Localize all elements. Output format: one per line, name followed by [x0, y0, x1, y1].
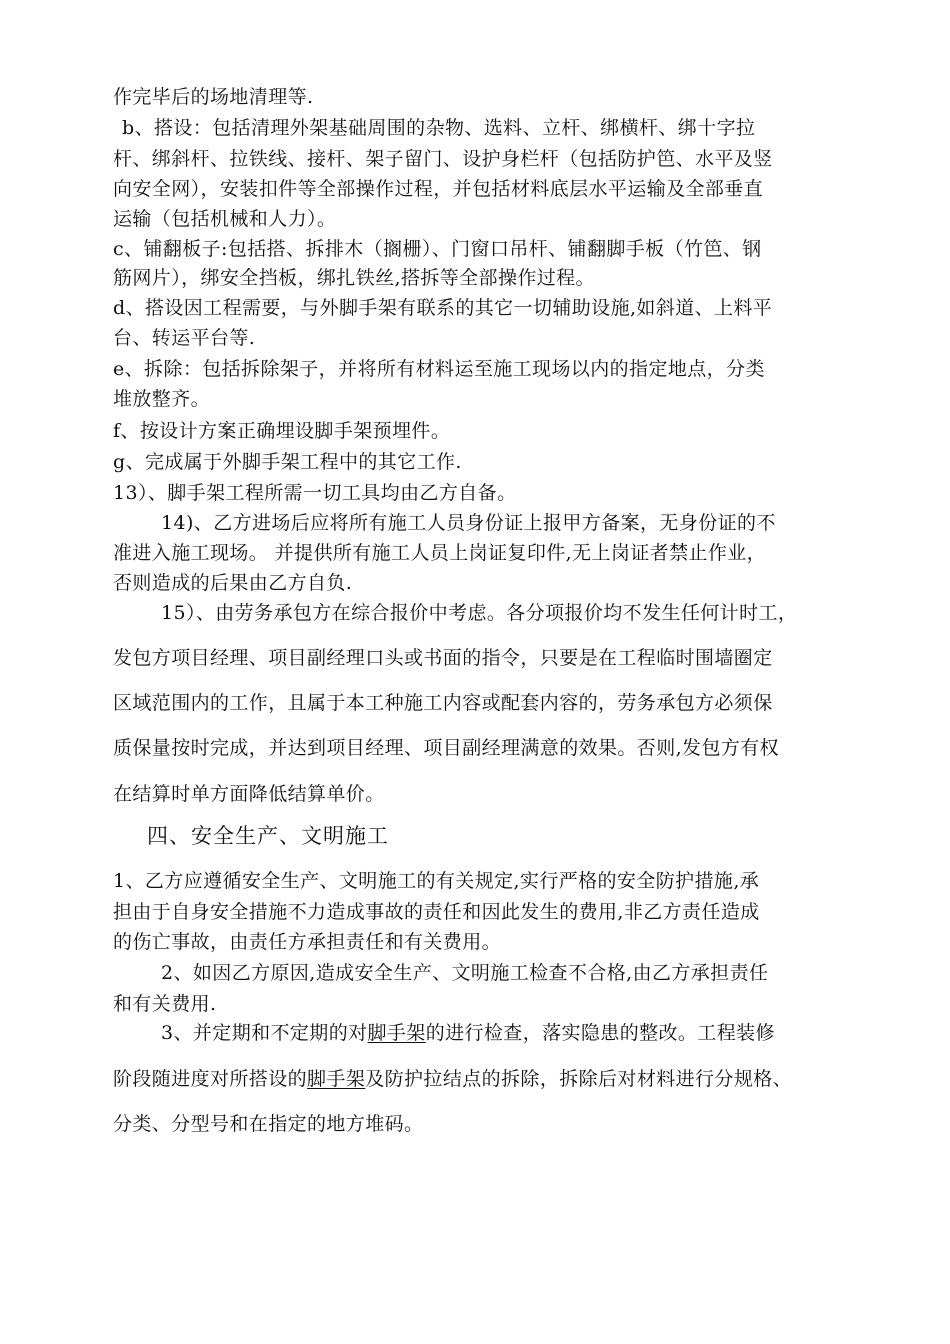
text-line: b、搭设：包括清理外架基础周围的杂物、选料、立杆、绑横杆、绑十字拉 — [122, 117, 756, 139]
text-line: e、拆除：包括拆除架子，并将所有材料运至施工现场以内的指定地点，分类 — [113, 358, 765, 380]
text-line: 筋网片），绑安全挡板，绑扎铁丝,搭拆等全部操作过程。 — [113, 267, 595, 289]
text-line: 和有关费用. — [113, 993, 217, 1015]
text-line: 区域范围内的工作，且属于本工种施工内容或配套内容的，劳务承包方必须保 — [113, 692, 773, 714]
text-line: 分类、分型号和在指定的地方堆码。 — [113, 1113, 424, 1135]
text-run: 阶段随进度对所搭设的 — [113, 1068, 308, 1090]
text-line: 质保量按时完成，并达到项目经理、项目副经理满意的效果。否则,发包方有权 — [113, 737, 780, 759]
text-line: 作完毕后的场地清理等. — [113, 86, 314, 108]
text-line: 的伤亡事故，由责任方承担责任和有关费用。 — [113, 931, 502, 953]
section-heading: 四、安全生产、文明施工 — [147, 824, 389, 848]
text-line: 13）、脚手架工程所需一切工具均由乙方自备。 — [113, 482, 517, 504]
text-line: d、搭设因工程需要，与外脚手架有联系的其它一切辅助设施,如斜道、上料平 — [113, 297, 773, 319]
text-line: f、按设计方案正确埋设脚手架预埋件。 — [113, 420, 451, 442]
text-line: 杆、绑斜杆、拉铁线、接杆、架子留门、设护身栏杆（包括防护笆、水平及竖 — [113, 148, 773, 170]
text-run: 及防护拉结点的拆除，拆除后对材料进行分规格、 — [365, 1068, 793, 1090]
text-line: 在结算时单方面降低结算单价。 — [113, 783, 385, 805]
text-line — [113, 1066, 792, 1092]
text-line: 向安全网），安装扣件等全部操作过程，并包括材料底层水平运输及全部垂直 — [113, 178, 764, 200]
text-line: 准进入施工现场。 并提供所有施工人员上岗证复印件,无上岗证者禁止作业， — [113, 542, 767, 564]
text-line: 1、乙方应遵循安全生产、文明施工的有关规定,实行严格的安全防护措施,承 — [113, 870, 760, 892]
text-line: 15）、由劳务承包方在综合报价中考虑。各分项报价均不发生任何计时工， — [161, 602, 798, 624]
text-line: 14)、乙方进场后应将所有施工人员身份证上报甲方备案，无身份证的不 — [161, 512, 776, 534]
underlined-term: 脚手架 — [367, 1022, 426, 1044]
text-line: 发包方项目经理、项目副经理口头或书面的指令，只要是在工程临时围墙圈定 — [113, 647, 773, 669]
text-line: 担由于自身安全措施不力造成事故的责任和因此发生的费用,非乙方责任造成 — [113, 901, 760, 923]
text-line: 运输（包括机械和人力）。 — [113, 208, 337, 230]
text-line: c、铺翻板子:包括搭、拆排木（搁栅）、门窗口吊杆、铺翻脚手板（竹笆、钢 — [113, 238, 762, 260]
text-line: 否则造成的后果由乙方自负. — [113, 572, 353, 594]
text-run: 3、并定期和不定期的对 — [161, 1022, 368, 1044]
text-line — [161, 1020, 775, 1046]
text-run: 的进行检查，落实隐患的整改。工程装修 — [425, 1022, 775, 1044]
text-line: g、完成属于外脚手架工程中的其它工作. — [113, 451, 462, 473]
underlined-term: 脚手架 — [307, 1068, 366, 1090]
text-line: 2、如因乙方原因,造成安全生产、文明施工检查不合格,由乙方承担责任 — [161, 962, 769, 984]
text-line: 堆放整齐。 — [113, 388, 211, 410]
text-line: 台、转运平台等. — [113, 327, 256, 349]
